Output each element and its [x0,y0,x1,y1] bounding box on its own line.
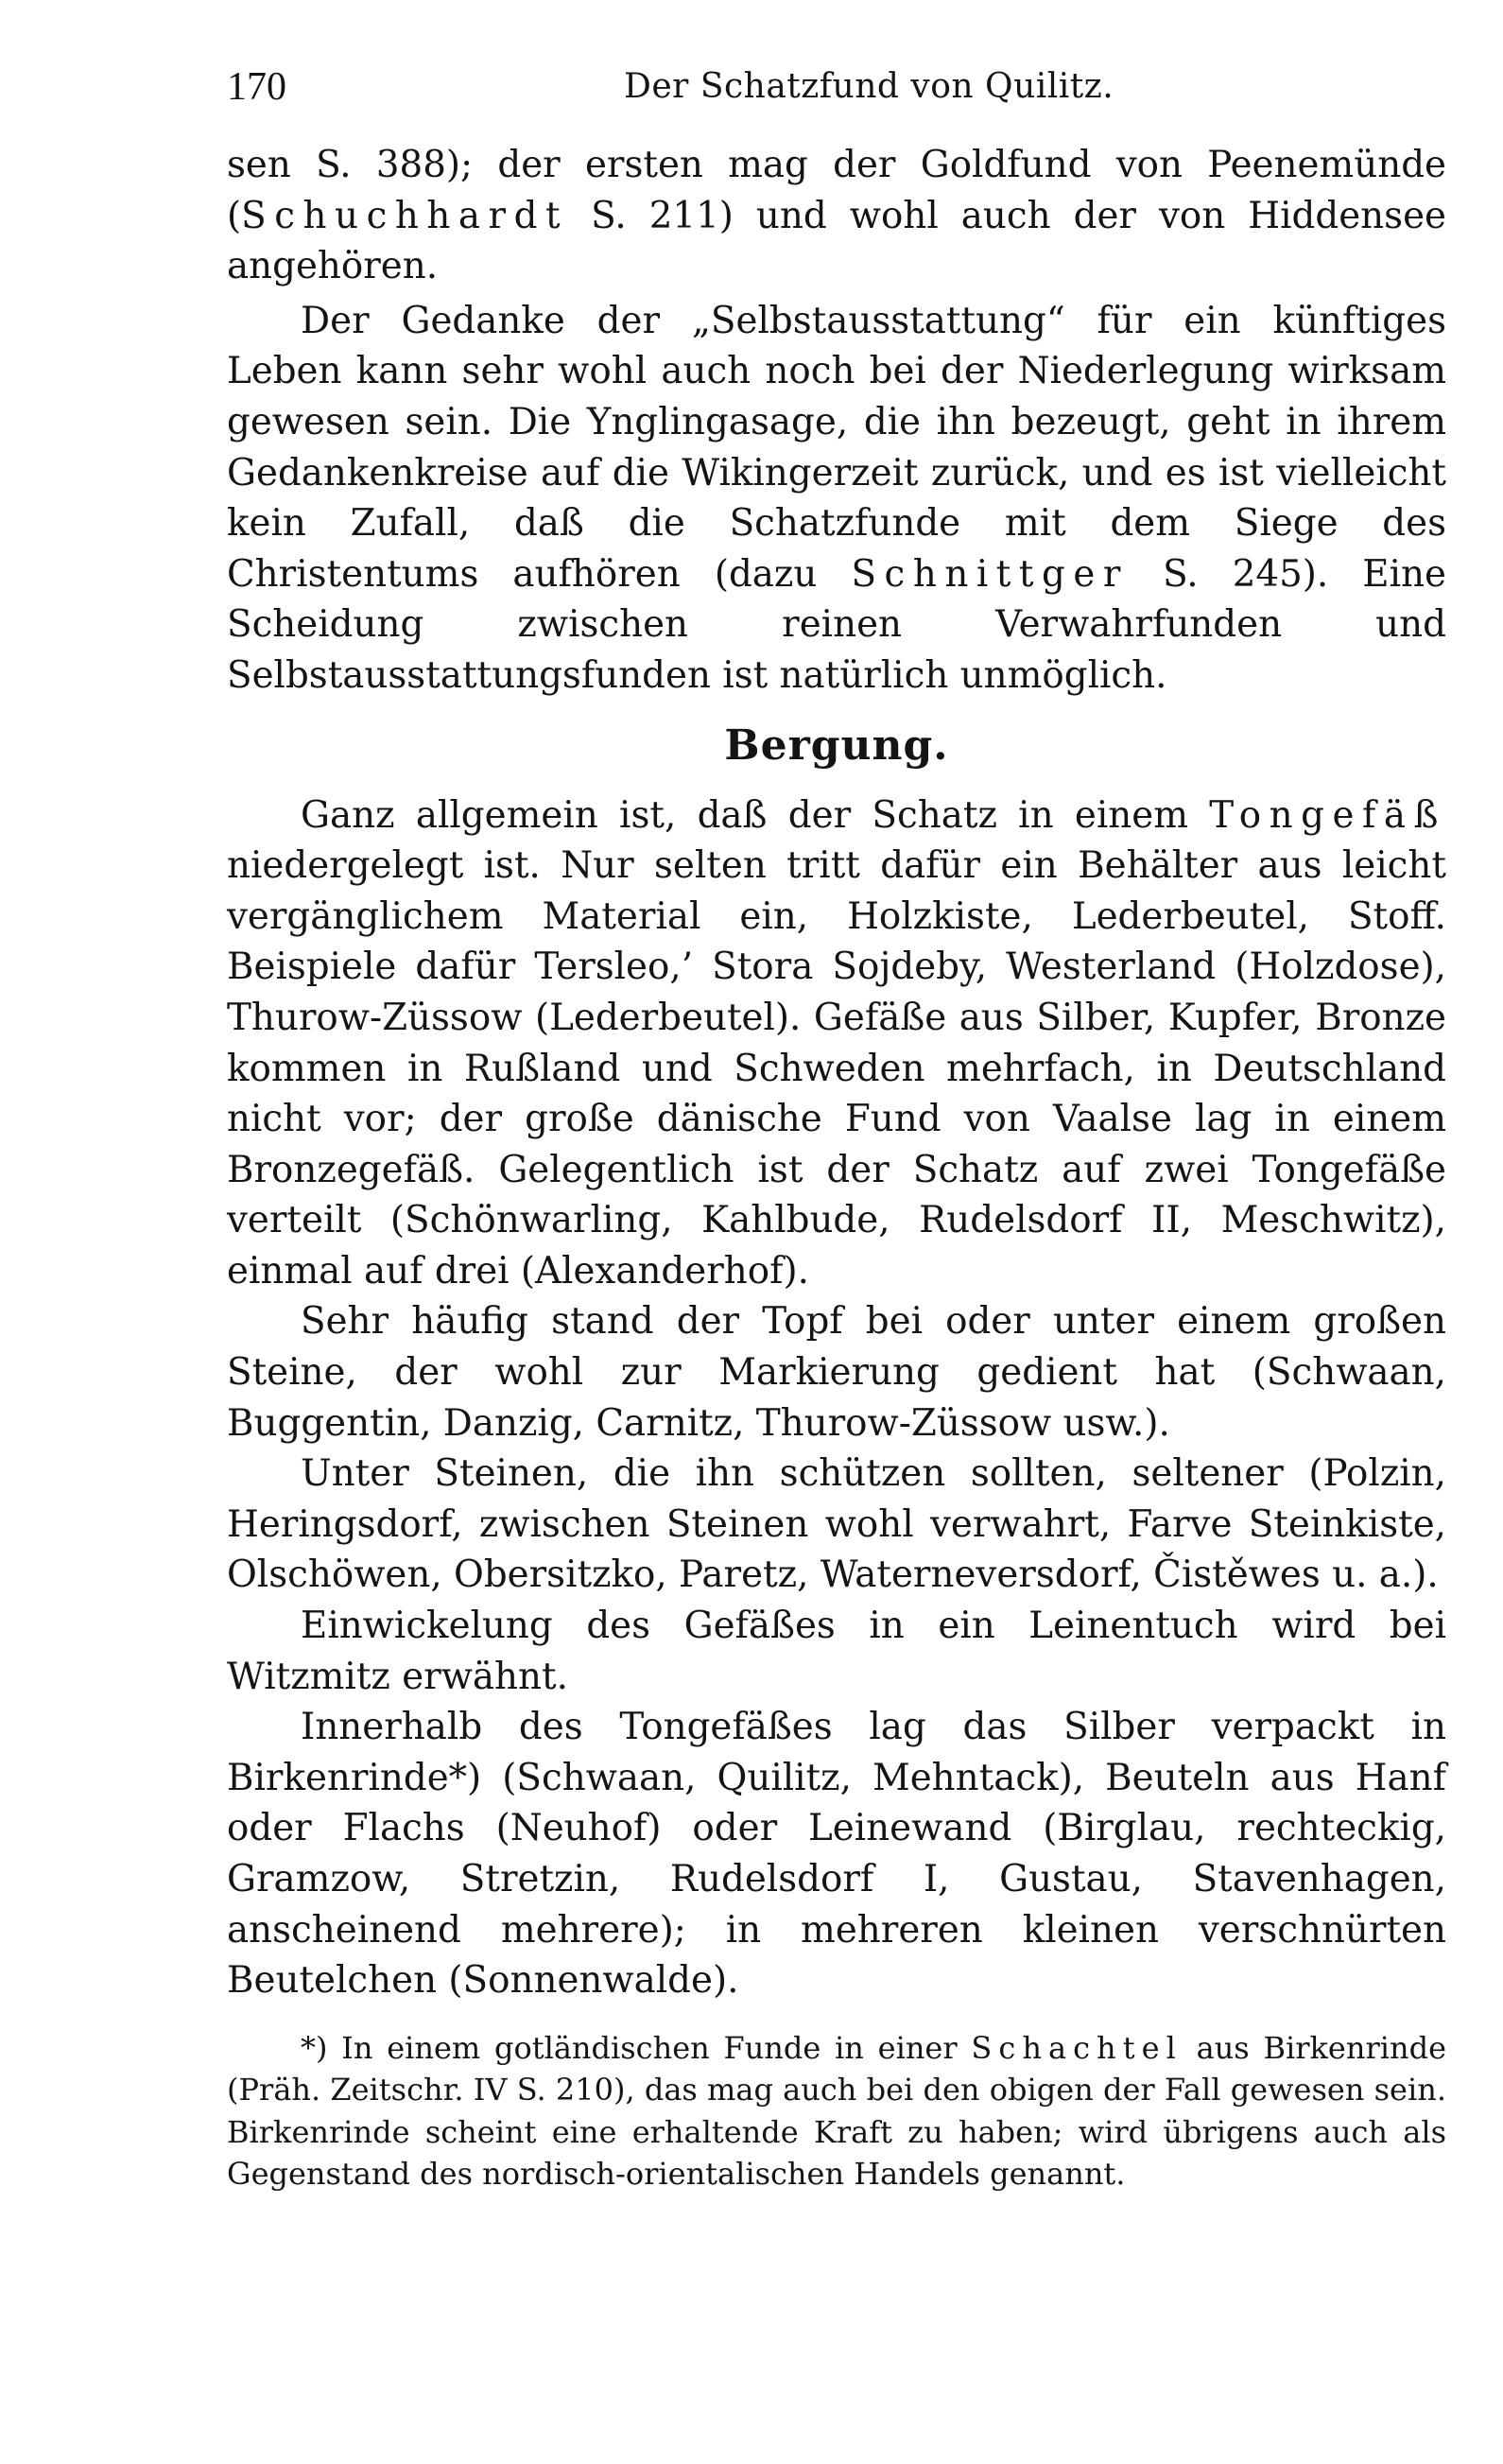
footnote [227,2027,1446,2195]
paragraph-1-spaced-name: Schuchhardt [241,194,569,237]
paragraph-7: Innerhalb des Tongefäßes lag das Silber verpackt in Birkenrinde*) (Schwaan, Quilitz, Mehntack), Beuteln aus Hanf oder Flachs (Neuhof) oder Leinewand (Birglau, rechteckig, Gramzow, Stretzin, Rudelsdorf I, Gustau, Stavenhagen, anscheinend mehrere); in mehreren kleinen verschnürten Beutelchen (Sonnenwalde). [227,1706,1446,2003]
paragraph-2-spaced-name: Schnittger [851,552,1130,596]
running-head [227,59,1371,115]
footnote-text [227,2027,1446,2195]
footnote-text-a: *) In einem gotländischen Funde in einer [301,2029,972,2066]
paragraph-1-text-a: sen S. 388); der ersten mag der Goldfund von Peenemünde ( [227,144,1446,237]
paragraph-3-text-a: Ganz allgemein ist, daß der Schatz in einem [301,793,1210,837]
text-block [227,140,1446,2195]
paragraph-2 [227,296,1446,702]
paragraph-1-text-b: S. 211) und wohl auch der von Hiddensee angehören. [227,194,1446,288]
paragraph-2-text-b: S. 245). Eine Scheidung zwischen reinen Verwahrfunden und Selbstausstattungsfunden ist natürlich unmöglich. [227,552,1446,697]
paragraph-2-text-a: Der Gedanke der „Selbstausstattung“ für ein künftiges Leben kann sehr wohl auch noch bei der Niederlegung wirksam gewesen sein. Die Ynglingasage, die ihn bezeugt, geht in ihrem Gedankenkreise auf die Wikingerzeit zurück, und es ist vielleicht kein Zufall, daß die Schatzfunde mit dem Siege des Christentums aufhören (dazu [227,299,1446,596]
paragraph-3 [227,790,1446,1297]
paragraph-6: Einwickelung des Gefäßes in ein Leinentuch wird bei Witzmitz erwähnt. [227,1605,1446,1698]
paragraph-3-spaced-word: Tongefäß [1209,793,1446,837]
running-title: Der Schatzfund von Quilitz. [624,67,1114,106]
paragraph-5: Unter Steinen, die ihn schützen sollten, seltener (Polzin, Heringsdorf, zwischen Steinen wohl verwahrt, Farve Steinkiste, Olschöwen, Obersitzko, Paretz, Waterneversdorf, Čistěwes u. a.). [227,1452,1446,1597]
paragraph-4: Sehr häufig stand der Topf bei oder unter einem großen Steine, der wohl zur Markierung gedient hat (Schwaan, Buggentin, Danzig, Carnitz, Thurow-Züssow usw.). [227,1300,1446,1445]
section-heading: Bergung. [724,720,949,770]
page-number: 170 [227,65,286,109]
paragraph-1 [227,140,1446,292]
footnote-spaced-word: Schachtel [971,2029,1183,2066]
paragraph-3-text-b: niedergelegt ist. Nur selten tritt dafür ein Behälter aus leicht vergänglichem Material ein, Holzkiste, Lederbeutel, Stoff. Beispiele dafür Tersleo,’ Stora Sojdeby, Westerland (Holzdose), Thurow-Züssow (Lederbeutel). Gefäße aus Silber, Kupfer, Bronze kommen in Rußland und Schweden mehrfach, in Deutschland nicht vor; der große dänische Fund von Vaalse lag in einem Bronzegefäß. Gelegentlich ist der Schatz auf zwei Tongefäße verteilt (Schönwarling, Kahlbude, Rudelsdorf II, Meschwitz), einmal auf drei (Alexanderhof). [227,844,1446,1293]
footnote-text-b: aus Birkenrinde (Präh. Zeitschr. IV S. 210), das mag auch bei den obigen der Fall gewesen sein. Birkenrinde scheint eine erhaltende Kraft zu haben; wird übrigens auch als Gegenstand des nordisch-orientalischen Handels genannt. [227,2029,1447,2193]
